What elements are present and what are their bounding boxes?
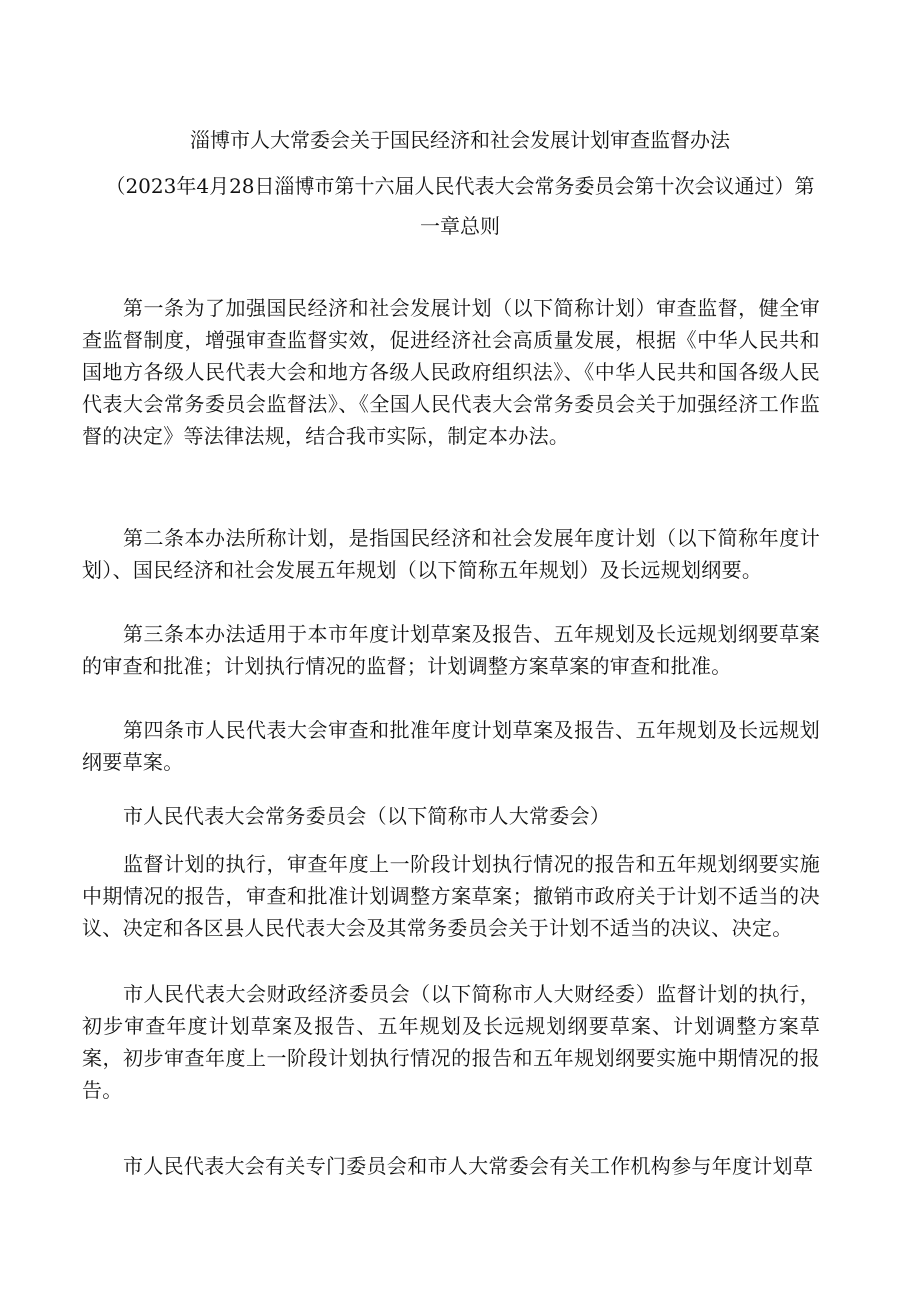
supervision-paragraph: 监督计划的执行，审查年度上一阶段计划执行情况的报告和五年规划纲要实施中期情况的报告，审查和批准计划调整方案草案；撤销市政府关于计划不适当的决议、决定和各区县人民代表大会及其常务委员会关于计划不适当的决议、决定。 <box>82 852 820 940</box>
chapter-heading: 一章总则 <box>420 214 500 238</box>
article-2-paragraph: 第二条本办法所称计划，是指国民经济和社会发展年度计划（以下简称年度计划）、国民经济和社会发展五年规划（以下简称五年规划）及长远规划纲要。 <box>82 526 820 582</box>
standing-committee-paragraph: 市人民代表大会常务委员会（以下简称市人大常委会） <box>123 804 611 828</box>
article-1-paragraph: 第一条为了加强国民经济和社会发展计划（以下简称计划）审查监督，健全审查监督制度，增强审查监督实效，促进经济社会高质量发展，根据《中华人民共和国地方各级人民代表大会和地方各级人民政府组织法》、《中华人民共和国各级人民代表大会常务委员会监督法》、《全国人民代表大会常务委员会关于加强经济工作监督的决定》等法律法规，结合我市实际，制定本办法。 <box>82 296 820 448</box>
document-title: 淄博市人大常委会关于国民经济和社会发展计划审查监督办法 <box>190 128 730 152</box>
article-4-paragraph: 第四条市人民代表大会审查和批准年度计划草案及报告、五年规划及长远规划纲要草案。 <box>82 718 820 774</box>
document-subtitle: （2023年4月28日淄博市第十六届人民代表大会常务委员会第十次会议通过）第 <box>105 174 815 198</box>
special-committees-paragraph: 市人民代表大会有关专门委员会和市人大常委会有关工作机构参与年度计划草 <box>123 1154 814 1178</box>
finance-committee-paragraph: 市人民代表大会财政经济委员会（以下简称市人大财经委）监督计划的执行，初步审查年度计划草案及报告、五年规划及长远规划纲要草案、计划调整方案草案，初步审查年度上一阶段计划执行情况的报告和五年规划纲要实施中期情况的报告。 <box>82 982 820 1102</box>
article-3-paragraph: 第三条本办法适用于本市年度计划草案及报告、五年规划及长远规划纲要草案的审查和批准；计划执行情况的监督；计划调整方案草案的审查和批准。 <box>82 622 820 678</box>
